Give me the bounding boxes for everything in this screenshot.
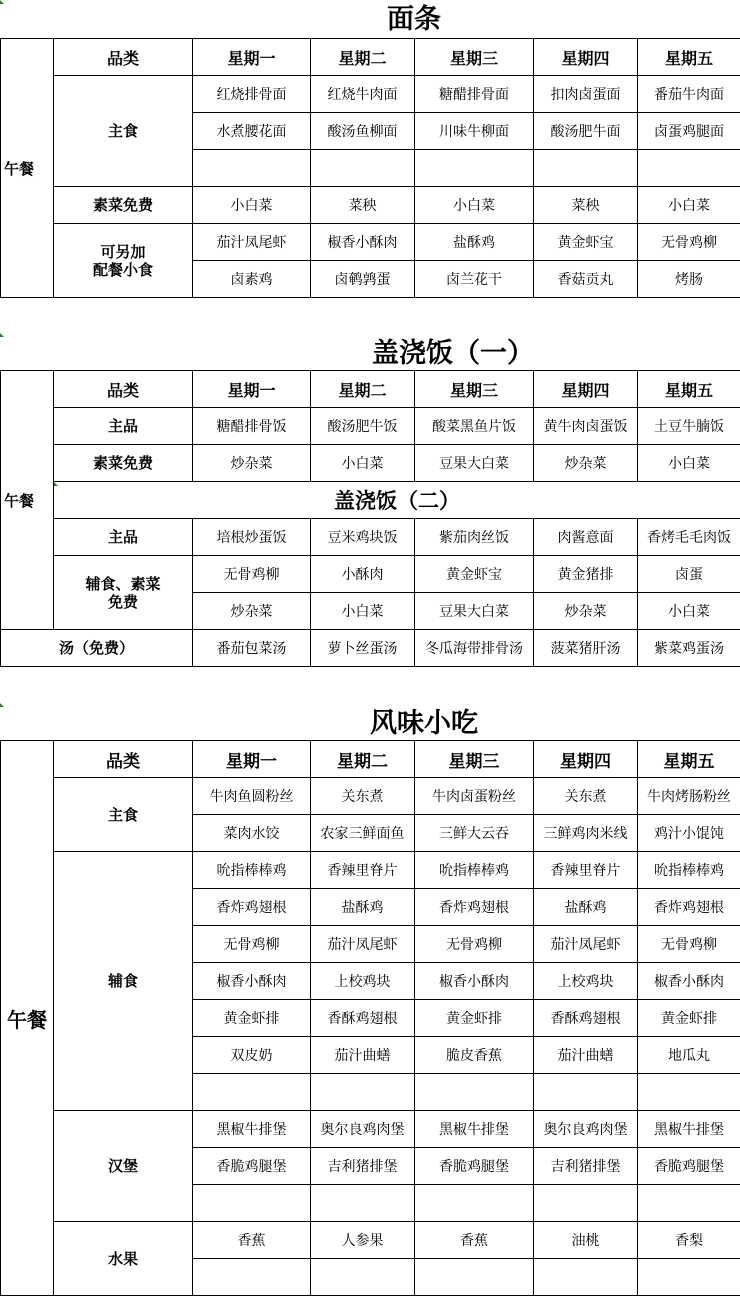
menu-cell: 椒香小酥肉 bbox=[638, 963, 740, 1000]
table-row bbox=[1, 482, 740, 519]
menu-cell: 扣肉卤蛋面 bbox=[534, 76, 638, 113]
menu-cell bbox=[638, 1185, 740, 1222]
menu-cell: 豆果大白菜 bbox=[415, 593, 534, 630]
menu-cell: 小白菜 bbox=[415, 187, 534, 224]
menu-cell bbox=[193, 1185, 311, 1222]
rice-table-body bbox=[1, 371, 740, 667]
category-extra bbox=[54, 224, 193, 298]
category-header: 品类 bbox=[54, 741, 193, 778]
category-extra-line-1: 可另加 bbox=[100, 242, 146, 261]
menu-cell: 牛肉鱼圆粉丝 bbox=[193, 778, 311, 815]
menu-cell bbox=[193, 150, 311, 187]
menu-cell: 冬瓜海带排骨汤 bbox=[415, 630, 534, 667]
table-row bbox=[1, 556, 740, 593]
menu-cell: 油桃 bbox=[534, 1222, 638, 1259]
snacks-table bbox=[0, 740, 740, 1296]
menu-cell: 卤素鸡 bbox=[193, 261, 311, 298]
day-header: 星期四 bbox=[534, 741, 638, 778]
day-header: 星期二 bbox=[311, 741, 415, 778]
menu-cell: 黄牛肉卤蛋饭 bbox=[534, 408, 638, 445]
menu-cell: 奥尔良鸡肉堡 bbox=[534, 1111, 638, 1148]
menu-cell: 炒杂菜 bbox=[193, 593, 311, 630]
category-side-line-2: 免费 bbox=[107, 592, 138, 611]
noodles-table-body bbox=[1, 39, 740, 298]
menu-cell: 香酥鸡翅根 bbox=[534, 1000, 638, 1037]
day-header: 星期一 bbox=[193, 39, 311, 76]
menu-cell: 黑椒牛排堡 bbox=[638, 1111, 740, 1148]
menu-cell: 小白菜 bbox=[311, 445, 415, 482]
menu-cell: 炒杂菜 bbox=[534, 593, 638, 630]
menu-cell: 无骨鸡柳 bbox=[193, 556, 311, 593]
corner-mark bbox=[54, 482, 58, 486]
meal-label: 午餐 bbox=[1, 39, 54, 298]
menu-cell: 紫菜鸡蛋汤 bbox=[638, 630, 740, 667]
day-header: 星期四 bbox=[534, 371, 638, 408]
table-header-row bbox=[1, 741, 740, 778]
category-main: 主食 bbox=[54, 778, 193, 852]
menu-cell bbox=[311, 1185, 415, 1222]
day-header: 星期五 bbox=[638, 741, 740, 778]
snacks-table-body bbox=[1, 741, 740, 1296]
menu-cell bbox=[193, 1259, 311, 1296]
day-header: 星期二 bbox=[311, 39, 415, 76]
menu-cell bbox=[311, 1259, 415, 1296]
menu-cell bbox=[534, 1259, 638, 1296]
menu-cell: 番茄包菜汤 bbox=[193, 630, 311, 667]
menu-cell: 糖醋排骨面 bbox=[415, 76, 534, 113]
menu-cell: 炒杂菜 bbox=[193, 445, 311, 482]
menu-cell: 茄汁凤尾虾 bbox=[311, 926, 415, 963]
menu-cell bbox=[534, 1074, 638, 1111]
day-header: 星期一 bbox=[193, 371, 311, 408]
menu-cell: 无骨鸡柳 bbox=[193, 926, 311, 963]
day-header: 星期一 bbox=[193, 741, 311, 778]
menu-cell bbox=[415, 1074, 534, 1111]
menu-cell: 烤肠 bbox=[638, 261, 740, 298]
category-main: 主食 bbox=[54, 76, 193, 187]
menu-cell: 香脆鸡腿堡 bbox=[638, 1148, 740, 1185]
menu-cell: 卤蛋 bbox=[638, 556, 740, 593]
rice-subtitle: 盖浇饭（二） bbox=[334, 488, 460, 513]
table-row bbox=[1, 445, 740, 482]
menu-cell: 人参果 bbox=[311, 1222, 415, 1259]
table-row bbox=[1, 187, 740, 224]
menu-cell bbox=[415, 150, 534, 187]
menu-cell: 茄汁曲蟮 bbox=[534, 1037, 638, 1074]
menu-cell: 香炸鸡翅根 bbox=[638, 889, 740, 926]
category-soup: 汤（免费） bbox=[1, 630, 193, 667]
menu-cell: 上校鸡块 bbox=[534, 963, 638, 1000]
menu-cell: 香炸鸡翅根 bbox=[415, 889, 534, 926]
menu-cell: 紫茄肉丝饭 bbox=[415, 519, 534, 556]
category-burger: 汉堡 bbox=[54, 1111, 193, 1222]
day-header: 星期四 bbox=[534, 39, 638, 76]
menu-cell: 小白菜 bbox=[311, 593, 415, 630]
day-header: 星期五 bbox=[638, 39, 740, 76]
menu-cell: 黄金虾排 bbox=[193, 1000, 311, 1037]
menu-cell: 牛肉烤肠粉丝 bbox=[638, 778, 740, 815]
menu-cell: 双皮奶 bbox=[193, 1037, 311, 1074]
menu-cell bbox=[415, 1185, 534, 1222]
menu-cell: 小白菜 bbox=[193, 187, 311, 224]
menu-cell: 红烧牛肉面 bbox=[311, 76, 415, 113]
menu-cell: 吮指棒棒鸡 bbox=[193, 852, 311, 889]
category-main: 主品 bbox=[54, 408, 193, 445]
menu-cell bbox=[534, 1185, 638, 1222]
menu-cell: 香梨 bbox=[638, 1222, 740, 1259]
menu-cell: 黑椒牛排堡 bbox=[193, 1111, 311, 1148]
menu-cell: 无骨鸡柳 bbox=[638, 926, 740, 963]
meal-label: 午餐 bbox=[1, 741, 54, 1296]
rice-table bbox=[0, 370, 740, 667]
menu-cell: 番茄牛肉面 bbox=[638, 76, 740, 113]
menu-cell: 菜秧 bbox=[534, 187, 638, 224]
menu-cell: 香酥鸡翅根 bbox=[311, 1000, 415, 1037]
corner-mark bbox=[0, 0, 4, 4]
day-header: 星期二 bbox=[311, 371, 415, 408]
snacks-title: 风味小吃 bbox=[370, 708, 478, 739]
menu-cell: 地瓜丸 bbox=[638, 1037, 740, 1074]
noodles-title: 面条 bbox=[387, 4, 441, 35]
menu-cell bbox=[311, 150, 415, 187]
menu-cell: 吉利猪排堡 bbox=[311, 1148, 415, 1185]
table-header-row bbox=[1, 371, 740, 408]
menu-cell: 黑椒牛排堡 bbox=[415, 1111, 534, 1148]
menu-cell: 香辣里脊片 bbox=[311, 852, 415, 889]
menu-cell: 小白菜 bbox=[638, 187, 740, 224]
day-header: 星期三 bbox=[415, 39, 534, 76]
menu-cell: 盐酥鸡 bbox=[311, 889, 415, 926]
day-header: 星期三 bbox=[415, 371, 534, 408]
menu-cell: 香蕉 bbox=[193, 1222, 311, 1259]
menu-cell: 黄金虾排 bbox=[415, 1000, 534, 1037]
menu-cell: 香烤毛毛肉饭 bbox=[638, 519, 740, 556]
menu-cell: 卤鹌鹑蛋 bbox=[311, 261, 415, 298]
menu-cell: 香蕉 bbox=[415, 1222, 534, 1259]
menu-cell: 三鲜大云吞 bbox=[415, 815, 534, 852]
menu-cell: 卤蛋鸡腿面 bbox=[638, 113, 740, 150]
menu-cell: 菜肉水饺 bbox=[193, 815, 311, 852]
day-header: 星期三 bbox=[415, 741, 534, 778]
category-side bbox=[54, 556, 193, 630]
menu-cell: 水煮腰花面 bbox=[193, 113, 311, 150]
menu-cell: 无骨鸡柳 bbox=[638, 224, 740, 261]
table-row bbox=[1, 778, 740, 815]
menu-cell: 香脆鸡腿堡 bbox=[193, 1148, 311, 1185]
menu-cell: 吉利猪排堡 bbox=[534, 1148, 638, 1185]
menu-cell: 奥尔良鸡肉堡 bbox=[311, 1111, 415, 1148]
menu-cell: 椒香小酥肉 bbox=[193, 963, 311, 1000]
menu-cell: 关东煮 bbox=[534, 778, 638, 815]
menu-cell: 茄汁凤尾虾 bbox=[534, 926, 638, 963]
menu-cell: 脆皮香蕉 bbox=[415, 1037, 534, 1074]
menu-cell: 酸菜黑鱼片饭 bbox=[415, 408, 534, 445]
table-row bbox=[1, 1111, 740, 1148]
menu-cell: 土豆牛腩饭 bbox=[638, 408, 740, 445]
menu-cell: 农家三鲜面鱼 bbox=[311, 815, 415, 852]
menu-cell: 小白菜 bbox=[638, 445, 740, 482]
menu-cell: 菜秧 bbox=[311, 187, 415, 224]
menu-cell: 培根炒蛋饭 bbox=[193, 519, 311, 556]
menu-cell: 鸡汁小馄饨 bbox=[638, 815, 740, 852]
menu-cell: 糖醋排骨饭 bbox=[193, 408, 311, 445]
menu-cell: 香炸鸡翅根 bbox=[193, 889, 311, 926]
menu-cell: 黄金虾排 bbox=[638, 1000, 740, 1037]
menu-cell: 关东煮 bbox=[311, 778, 415, 815]
category-fruit: 水果 bbox=[54, 1222, 193, 1296]
menu-cell: 菠菜猪肝汤 bbox=[534, 630, 638, 667]
menu-cell: 无骨鸡柳 bbox=[415, 926, 534, 963]
rice-title: 盖浇饭（一） bbox=[372, 338, 534, 369]
noodles-table bbox=[0, 38, 740, 298]
table-row bbox=[1, 519, 740, 556]
menu-cell bbox=[638, 1259, 740, 1296]
menu-cell: 卤兰花干 bbox=[415, 261, 534, 298]
day-header: 星期五 bbox=[638, 371, 740, 408]
menu-cell: 香菇贡丸 bbox=[534, 261, 638, 298]
menu-cell: 黄金虾宝 bbox=[534, 224, 638, 261]
menu-cell bbox=[193, 1074, 311, 1111]
menu-cell: 茄汁曲蟮 bbox=[311, 1037, 415, 1074]
menu-cell: 椒香小酥肉 bbox=[415, 963, 534, 1000]
menu-cell: 酸汤肥牛饭 bbox=[311, 408, 415, 445]
menu-cell bbox=[638, 150, 740, 187]
menu-cell: 酸汤肥牛面 bbox=[534, 113, 638, 150]
menu-cell: 盐酥鸡 bbox=[534, 889, 638, 926]
meal-label: 午餐 bbox=[1, 371, 54, 630]
menu-cell: 萝卜丝蛋汤 bbox=[311, 630, 415, 667]
menu-cell: 黄金虾宝 bbox=[415, 556, 534, 593]
menu-cell: 肉酱意面 bbox=[534, 519, 638, 556]
table-row bbox=[1, 852, 740, 889]
table-row bbox=[1, 224, 740, 261]
table-row bbox=[1, 1222, 740, 1259]
table-header-row bbox=[1, 39, 740, 76]
menu-cell: 小白菜 bbox=[638, 593, 740, 630]
menu-cell: 吮指棒棒鸡 bbox=[638, 852, 740, 889]
menu-cell: 牛肉卤蛋粉丝 bbox=[415, 778, 534, 815]
menu-cell: 豆米鸡块饭 bbox=[311, 519, 415, 556]
rice-subtitle-cell bbox=[54, 482, 740, 519]
category-header: 品类 bbox=[54, 371, 193, 408]
menu-cell: 吮指棒棒鸡 bbox=[415, 852, 534, 889]
menu-cell: 上校鸡块 bbox=[311, 963, 415, 1000]
menu-cell bbox=[415, 1259, 534, 1296]
menu-cell bbox=[534, 150, 638, 187]
menu-cell: 茄汁凤尾虾 bbox=[193, 224, 311, 261]
table-row bbox=[1, 408, 740, 445]
menu-cell bbox=[638, 1074, 740, 1111]
category-side-line-1: 辅食、素菜 bbox=[85, 574, 161, 593]
category-extra-line-2: 配餐小食 bbox=[92, 260, 153, 279]
category-main: 主品 bbox=[54, 519, 193, 556]
category-side: 辅食 bbox=[54, 852, 193, 1111]
category-header: 品类 bbox=[54, 39, 193, 76]
menu-cell: 小酥肉 bbox=[311, 556, 415, 593]
menu-cell bbox=[311, 1074, 415, 1111]
menu-cell: 川味牛柳面 bbox=[415, 113, 534, 150]
table-row bbox=[1, 76, 740, 113]
menu-cell: 香脆鸡腿堡 bbox=[415, 1148, 534, 1185]
table-row bbox=[1, 630, 740, 667]
menu-cell: 三鲜鸡肉米线 bbox=[534, 815, 638, 852]
menu-cell: 椒香小酥肉 bbox=[311, 224, 415, 261]
menu-cell: 香辣里脊片 bbox=[534, 852, 638, 889]
category-veg: 素菜免费 bbox=[54, 187, 193, 224]
menu-cell: 盐酥鸡 bbox=[415, 224, 534, 261]
category-veg: 素菜免费 bbox=[54, 445, 193, 482]
menu-cell: 豆果大白菜 bbox=[415, 445, 534, 482]
menu-cell: 酸汤鱼柳面 bbox=[311, 113, 415, 150]
menu-cell: 黄金猪排 bbox=[534, 556, 638, 593]
menu-cell: 炒杂菜 bbox=[534, 445, 638, 482]
menu-cell: 红烧排骨面 bbox=[193, 76, 311, 113]
